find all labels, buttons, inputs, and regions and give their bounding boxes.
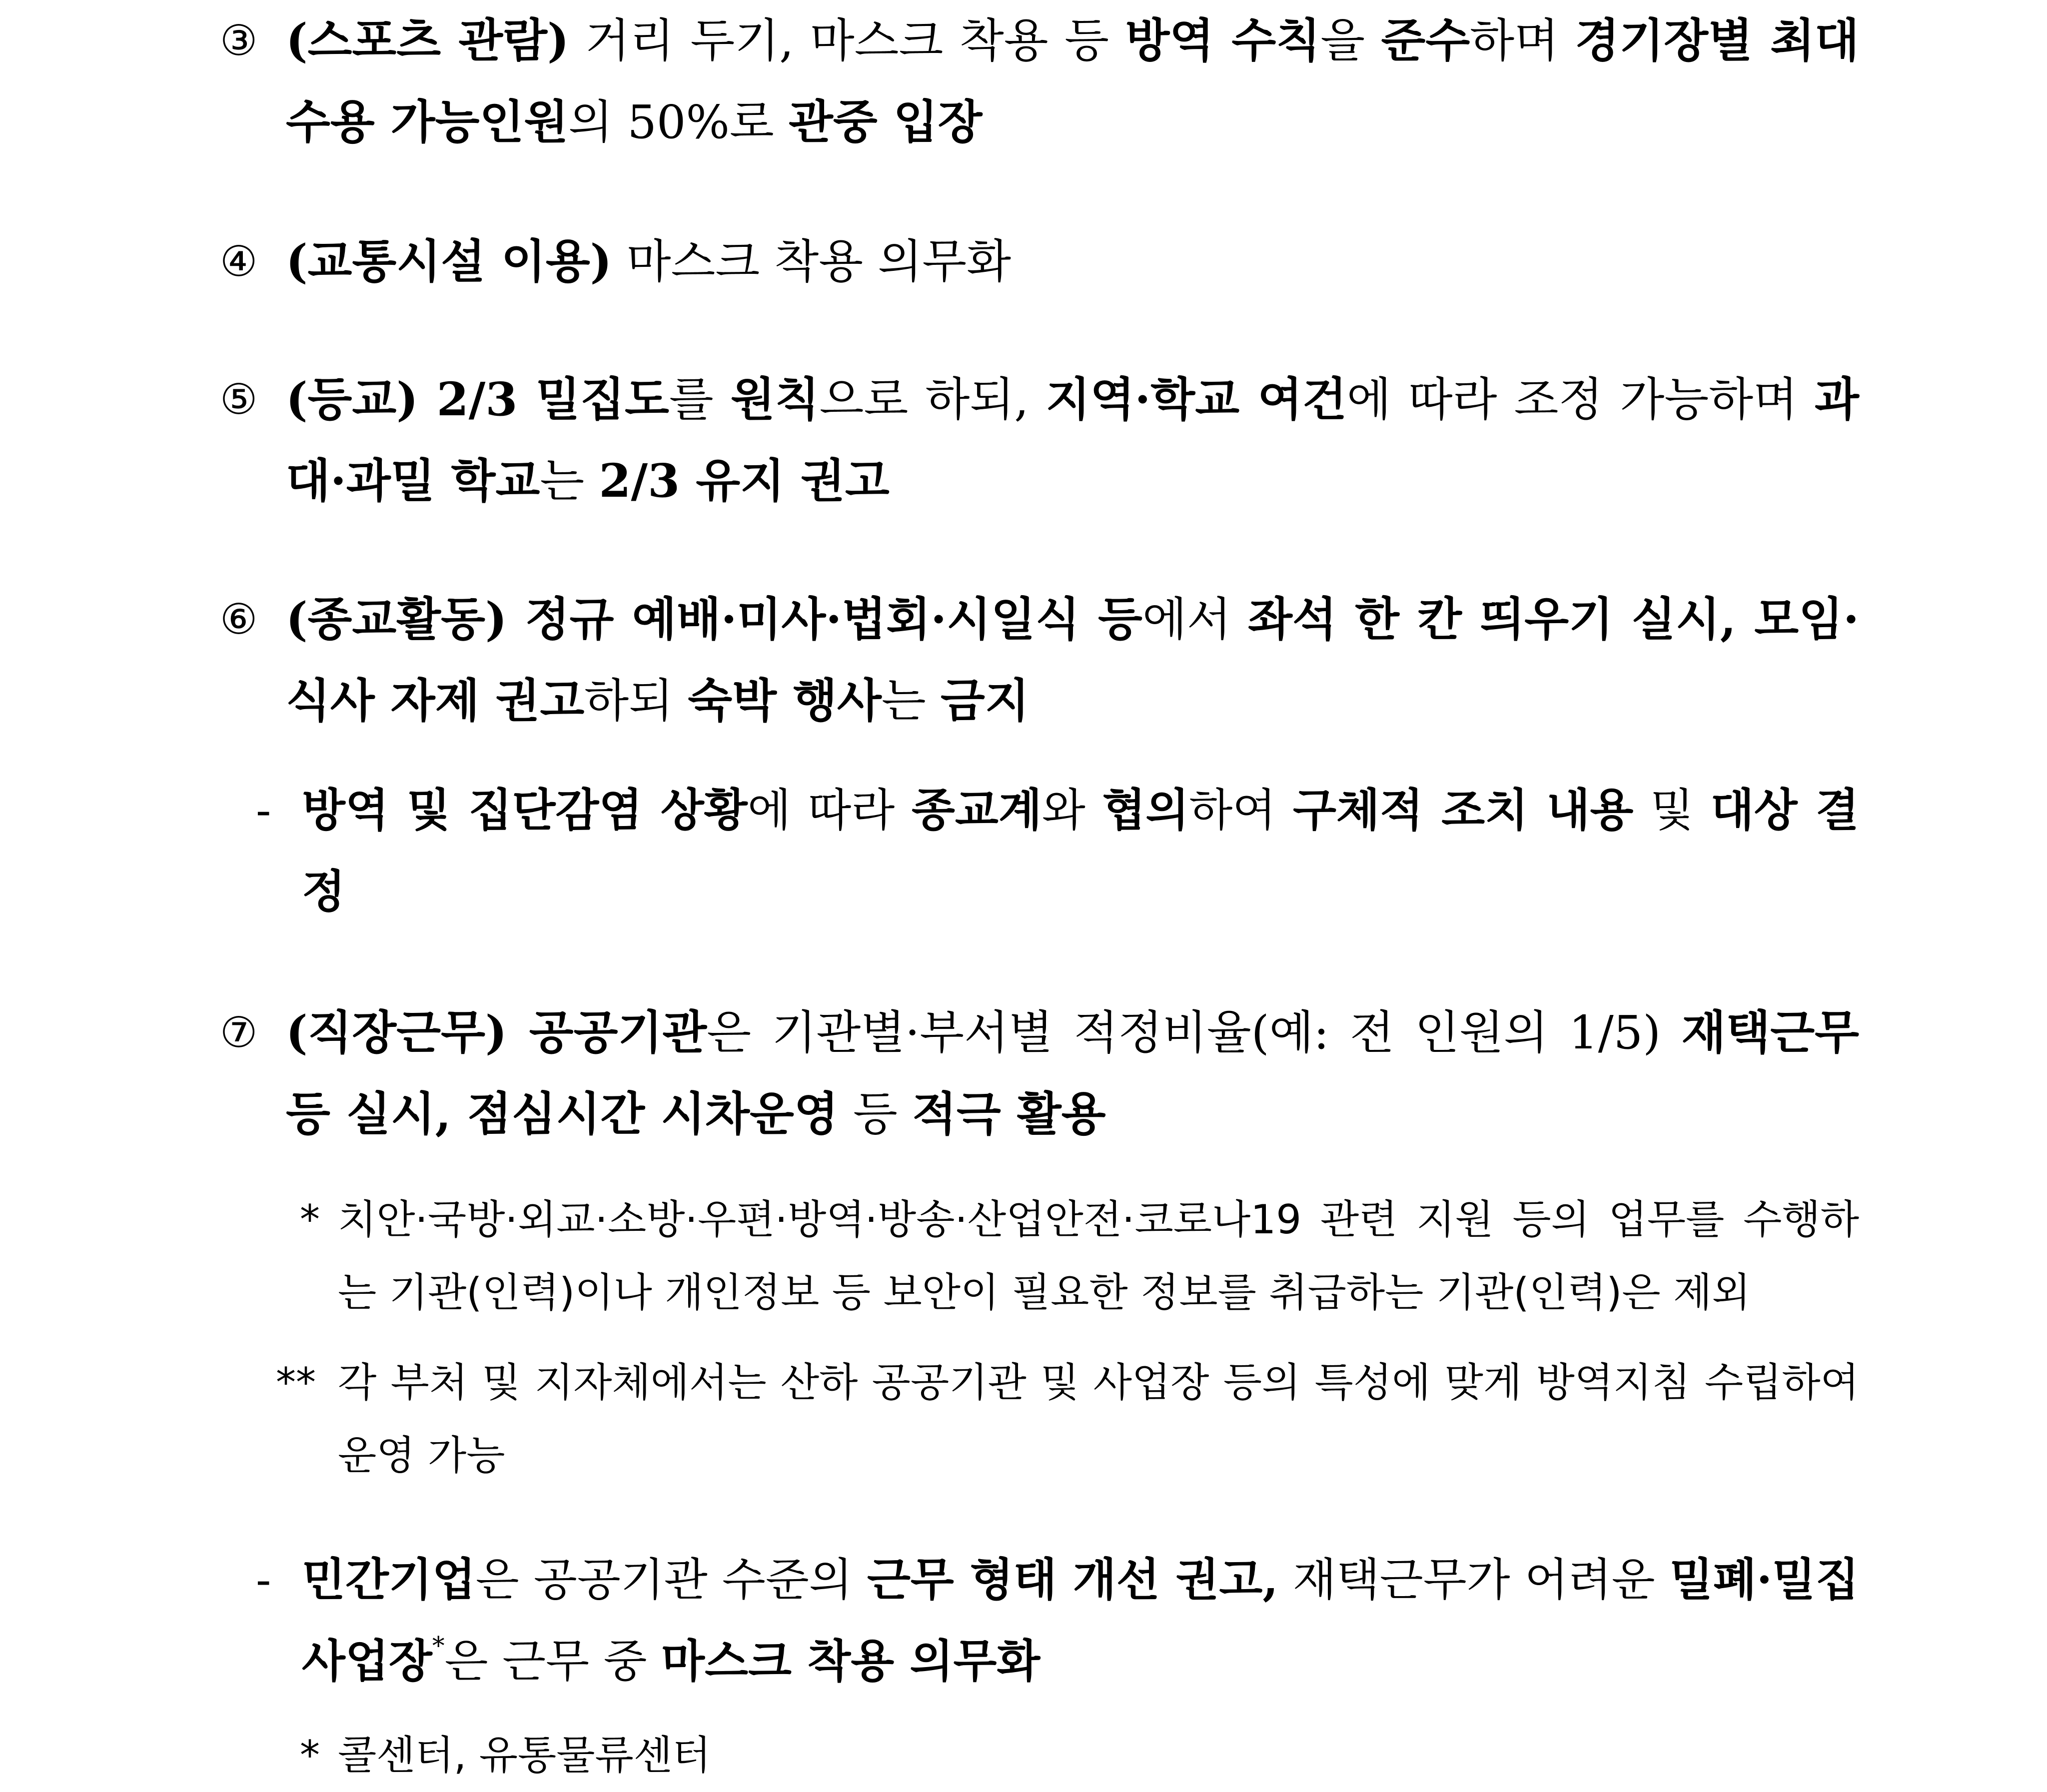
item-text: [220, 359, 1859, 522]
bold-text: 원칙: [730, 372, 820, 426]
bold-text: 경기장별 최대 수용 가능인원: [286, 13, 1859, 149]
bold-text: 지역·학교 여건: [1045, 372, 1347, 426]
item-6-religion: [220, 579, 1859, 742]
item-text: [220, 992, 1859, 1155]
item-number: ④: [220, 237, 258, 286]
item-6-subpoint: [256, 770, 1859, 932]
text-run: 및: [1633, 784, 1711, 837]
bold-text: 과대·과밀 학교: [286, 372, 1859, 508]
bold-text: 관중 입장: [788, 95, 983, 149]
text-run: 를: [669, 373, 731, 426]
bold-text: 준수: [1381, 13, 1470, 67]
text-run: 하며: [1470, 14, 1575, 67]
footnote-exceptions: [300, 1183, 1859, 1329]
text-run: 거리 두기, 마스크 착용 등: [569, 14, 1125, 67]
item-3-sports: [220, 0, 1859, 163]
bold-text: (등교) 2/3 밀집도: [286, 372, 669, 426]
bold-text: 밀폐·밀집 사업장: [302, 1553, 1859, 1688]
bold-text: 숙박 행사: [688, 674, 882, 728]
bold-text: 종교계: [911, 784, 1042, 837]
bold-text: 2/3 유지 권고: [599, 454, 890, 508]
item-number: ③: [220, 16, 258, 65]
footnote-marker: *: [300, 1196, 320, 1243]
text-run: 은 공공기관 수준의: [475, 1554, 867, 1606]
bold-text: 민간기업: [302, 1553, 476, 1606]
bold-text: (스포츠 관람): [286, 13, 569, 67]
text-run: 재택근무가 어려운: [1278, 1554, 1670, 1606]
text-run: 하되: [584, 674, 688, 728]
item-7-subpoint-private: [256, 1539, 1859, 1702]
text-run: 에 따라 조정 가능하며: [1346, 373, 1815, 426]
item-5-school: [220, 359, 1859, 522]
text-run: 하여: [1189, 784, 1293, 837]
text-run: 마스크 착용 의무화: [612, 235, 1012, 288]
bold-text: 재택근무 등 실시, 점심시간 시차운영: [286, 1005, 1859, 1141]
item-number: ⑦: [220, 1008, 258, 1057]
footnote-text: 콜센터, 유통물류센터: [338, 1732, 711, 1779]
text-run: 은 근무 중: [444, 1635, 662, 1688]
bold-text: 근무 형태 개선 권고,: [867, 1553, 1278, 1606]
text-run: 는: [540, 454, 599, 508]
item-text: [220, 0, 1859, 163]
bold-text: (교통시설 이용): [286, 234, 612, 288]
text-run: 에서: [1142, 593, 1248, 646]
footnote-ref: *: [432, 1631, 445, 1661]
footnote-text: 치안·국방·외교·소방·우편·방역·방송·산업안전·코로나19 관련 지원 등의 업무를 수행하는 기관(인력)이나 개인정보 등 보안이 필요한 정보를 취급하는 기관(인력)은 제외: [338, 1196, 1859, 1316]
bold-text: 금지: [940, 674, 1029, 728]
item-7-workplace: [220, 992, 1859, 1155]
bold-text: 협의: [1102, 784, 1189, 837]
dash-marker: -: [256, 784, 271, 837]
item-text: [220, 221, 1859, 302]
text-run: 에 따라: [747, 784, 912, 837]
text-run: 은 기관별·부서별 적정비율(예: 전 인원의 1/5): [707, 1006, 1682, 1059]
bold-text: 방역 수칙: [1125, 13, 1321, 67]
subpoint-text: [256, 1539, 1859, 1702]
footnote-marker: *: [300, 1732, 320, 1779]
bold-text: (직장근무) 공공기관: [286, 1005, 707, 1059]
text-run: 와: [1041, 784, 1102, 837]
text-run: 의 50%로: [568, 95, 789, 149]
footnote-marker: **: [276, 1359, 316, 1406]
bold-text: (종교활동) 정규 예배·미사·법회·시일식 등: [286, 592, 1142, 646]
bold-text: 좌석 한 칸 띄우기 실시, 모임·식사 자제 권고: [286, 592, 1859, 728]
text-run: 는: [881, 674, 941, 728]
text-run: 등: [838, 1087, 913, 1141]
item-number: ⑥: [220, 595, 258, 644]
footnote-callcenter: [300, 1719, 1859, 1792]
footnote-local-gov: [276, 1346, 1859, 1492]
item-text: [220, 579, 1859, 742]
text-run: 으로 하되,: [819, 373, 1046, 426]
dash-marker: -: [256, 1554, 271, 1606]
footnote-text: 각 부처 및 지자체에서는 산하 공공기관 및 사업장 등의 특성에 맞게 방역지침 수립하여 운영 가능: [338, 1359, 1859, 1479]
item-4-transport: [220, 221, 1859, 302]
bold-text: 구체적 조치 내용: [1292, 784, 1634, 837]
bold-text: 방역 및 집단감염 상황: [302, 784, 748, 837]
bold-text: 적극 활용: [912, 1087, 1106, 1141]
text-run: 을: [1320, 14, 1381, 67]
subpoint-text: [256, 770, 1859, 932]
bold-text: 마스크 착용 의무화: [661, 1635, 1040, 1688]
item-number: ⑤: [220, 375, 258, 424]
bold-text: 대상 결정: [302, 784, 1859, 918]
